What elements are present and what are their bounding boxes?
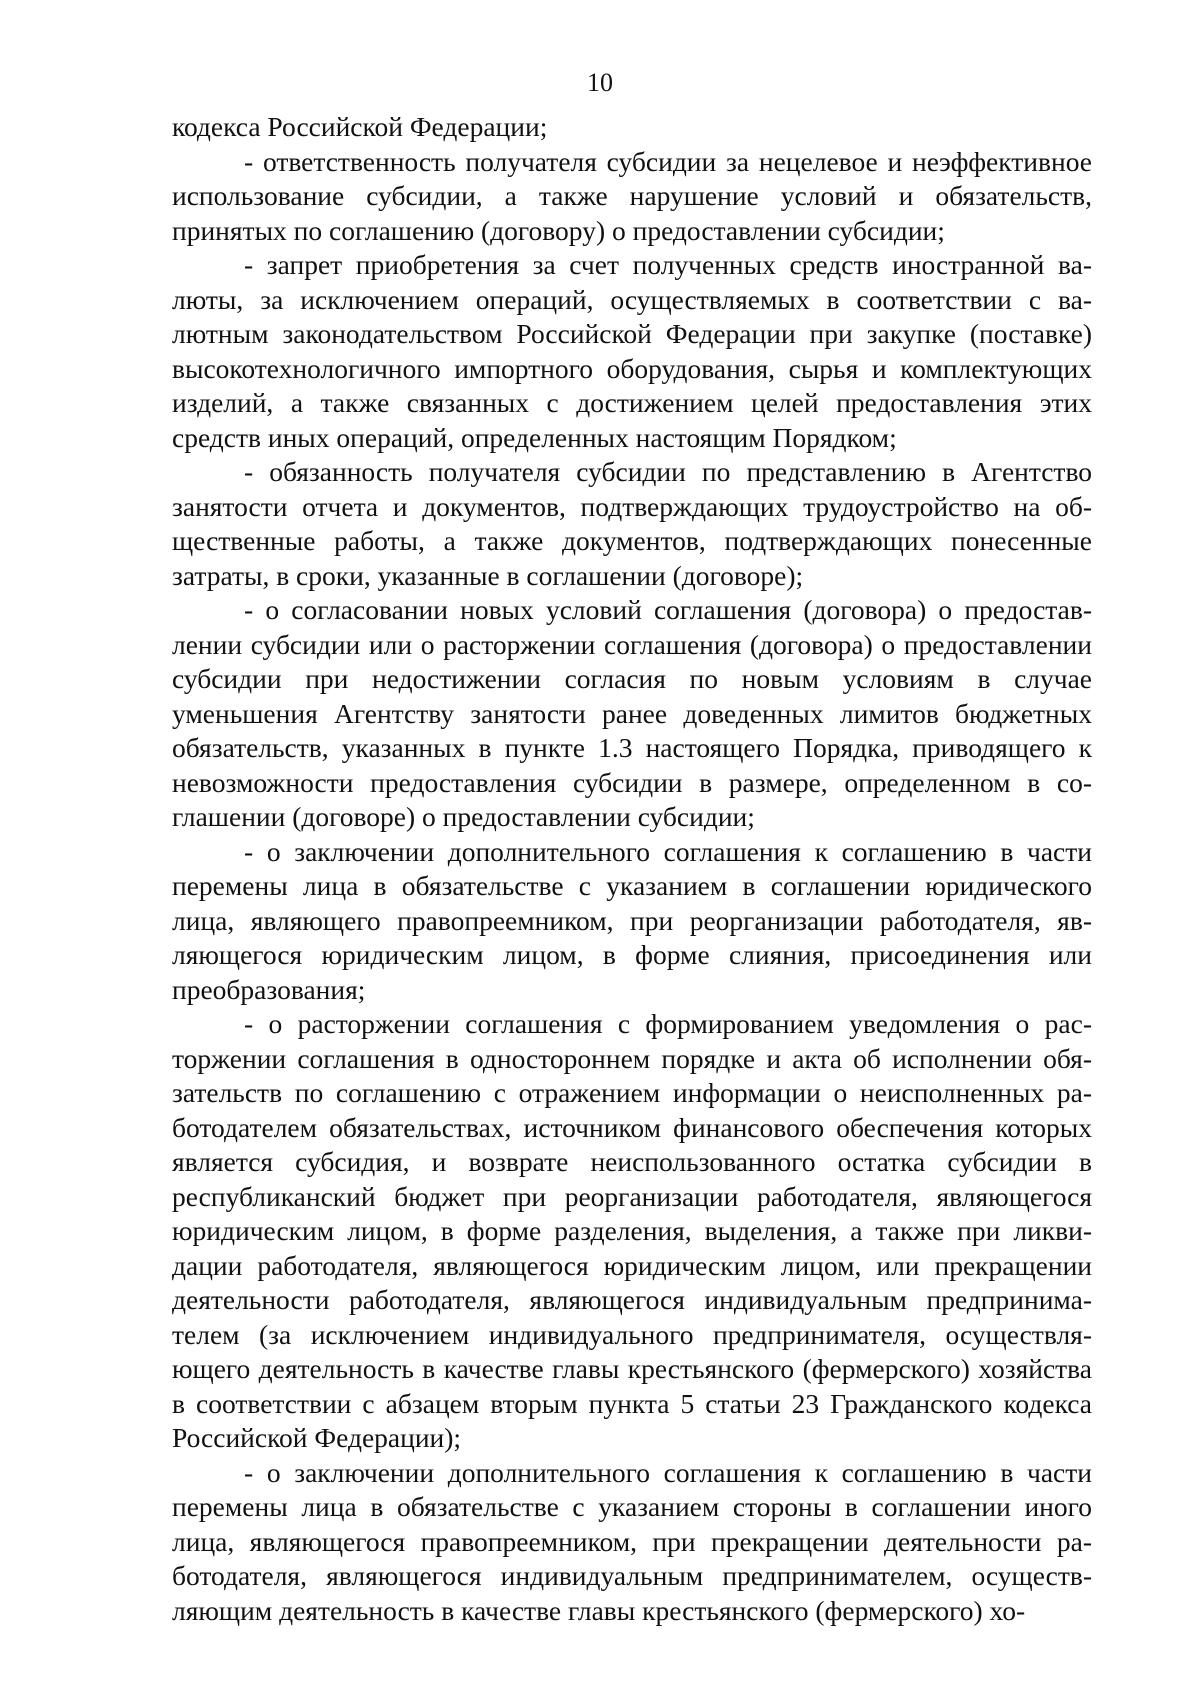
- paragraph-termination: - о расторжении соглашения с формированием уведомления о расторжении соглашения в одностороннем порядке и акта об исполнении обязательств по соглашению с отражением информации о неисполненных работодателем обязательствах, источником финансового обеспечения которых является субсидия, и возврате неиспользованного остатка субсидии в республиканский бюджет при реорганизации работодателя, являющегося юридическим лицом, в форме разделения, выделения, а также при ликвидации работодателя, являющегося юридическим лицом, или прекращении деятельности работодателя, являющегося индивидуальным предпринимателем (за исключением индивидуального предпринимателя, осуществляющего деятельность в качестве главы крестьянского (фермерского) хозяйства в соответствии с абзацем вторым пункта 5 статьи 23 Гражданского кодекса Российской Федерации);: [172, 1008, 1092, 1453]
- paragraph-continuation: кодекса Российской Федерации;: [172, 111, 548, 142]
- document-body: [172, 110, 1092, 1628]
- paragraph-reporting-obligation: - обязанность получателя субсидии по представлению в Агентство занятости отчета и документов, подтверждающих трудоустройство на общественные работы, а также документов, подтверждающих понесенные затраты, в сроки, указанные в соглашении (договоре);: [172, 456, 1092, 591]
- paragraph-currency-ban: - запрет приобретения за счет полученных средств иностранной валюты, за исключением операций, осуществляемых в соответствии с валютным законодательством Российской Федерации при закупке (поставке) высокотехнологичного импортного оборудования, сырья и комплектующих изделий, а также связанных с достижением целей предоставления этих средств иных операций, определенных настоящим Порядком;: [172, 249, 1092, 453]
- paragraph-additional-agreement-reorganization: - о заключении дополнительного соглашения к соглашению в части перемены лица в обязательстве с указанием в соглашении юридического лица, являющего правопреемником, при реорганизации работодателя, являющегося юридическим лицом, в форме слияния, присоединения или преобразования;: [172, 835, 1092, 1005]
- paragraph-additional-agreement-termination: - о заключении дополнительного соглашения к соглашению в части перемены лица в обязательстве с указанием стороны в соглашении иного лица, являющегося правопреемником, при прекращении деятельности работодателя, являющегося индивидуальным предпринимателем, осуществляющим деятельность в качестве главы крестьянского (фермерского) хо-: [172, 1456, 1092, 1626]
- paragraph-recipient-responsibility: - ответственность получателя субсидии за нецелевое и неэффективное использование субсидии, а также нарушение условий и обязательств, принятых по соглашению (договору) о предоставлении субсидии;: [172, 145, 1092, 246]
- paragraph-new-conditions: - о согласовании новых условий соглашения (договора) о предоставлении субсидии или о расторжении соглашения (договора) о предоставлении субсидии при недостижении согласия по новым условиям в случае уменьшения Агентству занятости ранее доведенных лимитов бюджетных обязательств, указанных в пункте 1.3 настоящего Порядка, приводящего к невозможности предоставления субсидии в размере, определенном в соглашении (договоре) о предоставлении субсидии;: [172, 594, 1092, 832]
- page-number: 10: [587, 68, 613, 97]
